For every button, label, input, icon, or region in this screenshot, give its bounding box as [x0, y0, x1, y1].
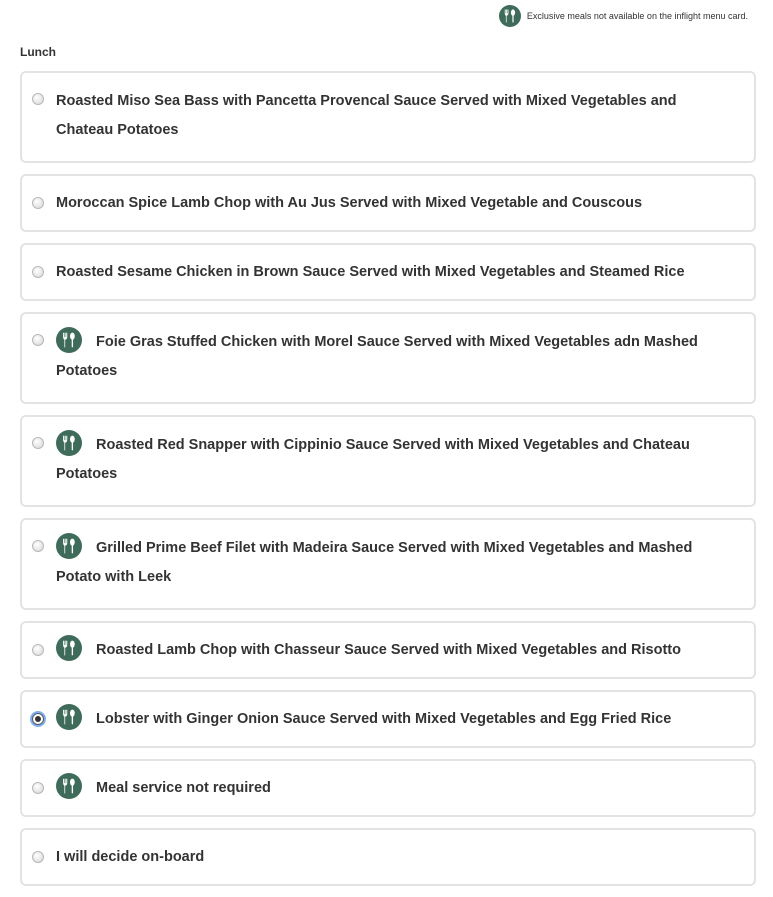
meal-radio[interactable] — [32, 437, 44, 449]
meal-radio[interactable] — [32, 93, 44, 105]
meal-option-label — [56, 189, 642, 218]
meal-option-text: Roasted Miso Sea Bass with Pancetta Provencal Sauce Served with Mixed Vegetables and Chateau Potatoes — [56, 93, 677, 138]
meal-option[interactable] — [20, 71, 756, 163]
meal-option-label — [56, 843, 204, 872]
meal-radio[interactable] — [32, 713, 44, 725]
meal-option[interactable] — [20, 312, 756, 404]
utensils-icon — [56, 773, 82, 799]
meal-option[interactable] — [20, 759, 756, 817]
meal-option[interactable] — [20, 828, 756, 886]
meal-option[interactable] — [20, 174, 756, 232]
meal-option[interactable] — [20, 690, 756, 748]
meal-option-label — [56, 258, 685, 287]
meal-option-label — [56, 87, 734, 145]
meal-option-label — [56, 534, 734, 592]
meal-option-label — [56, 328, 734, 386]
meal-radio[interactable] — [32, 851, 44, 863]
meal-option-label — [56, 774, 271, 803]
meal-radio[interactable] — [32, 197, 44, 209]
meal-option-text: Foie Gras Stuffed Chicken with Morel Sauce Served with Mixed Vegetables adn Mashed Potatoes — [56, 334, 698, 379]
meal-option-text: Grilled Prime Beef Filet with Madeira Sauce Served with Mixed Vegetables and Mashed Potato with Leek — [56, 540, 693, 585]
utensils-icon — [56, 430, 82, 456]
legend-text: Exclusive meals not available on the inflight menu card. — [526, 11, 748, 21]
meal-radio[interactable] — [32, 644, 44, 656]
meal-option[interactable] — [20, 243, 756, 301]
meal-option-label — [56, 705, 671, 734]
meal-option-text: Lobster with Ginger Onion Sauce Served with Mixed Vegetables and Egg Fried Rice — [96, 710, 672, 727]
meal-option-text: Roasted Lamb Chop with Chasseur Sauce Served with Mixed Vegetables and Risotto — [96, 641, 681, 658]
section-title: Lunch — [20, 45, 56, 59]
meal-option-text: Meal service not required — [96, 779, 271, 796]
meal-radio[interactable] — [32, 540, 44, 552]
meal-radio[interactable] — [32, 782, 44, 794]
exclusive-meals-legend — [499, 5, 748, 27]
meal-option[interactable] — [20, 415, 756, 507]
meal-option-label — [56, 431, 734, 489]
meal-option-text: Roasted Sesame Chicken in Brown Sauce Served with Mixed Vegetables and Steamed Rice — [56, 263, 685, 280]
utensils-icon — [56, 327, 82, 353]
meal-option-text: Roasted Red Snapper with Cippinio Sauce Served with Mixed Vegetables and Chateau Potatoes — [56, 437, 690, 482]
utensils-icon — [56, 635, 82, 661]
meal-option[interactable] — [20, 518, 756, 610]
meal-options-list — [20, 71, 756, 897]
meal-option-text: Moroccan Spice Lamb Chop with Au Jus Served with Mixed Vegetable and Couscous — [56, 194, 643, 211]
utensils-icon — [499, 5, 521, 27]
meal-option-label — [56, 636, 681, 665]
utensils-icon — [56, 533, 82, 559]
utensils-icon — [56, 704, 82, 730]
meal-option[interactable] — [20, 621, 756, 679]
meal-radio[interactable] — [32, 266, 44, 278]
meal-option-text: I will decide on-board — [56, 848, 205, 865]
meal-radio[interactable] — [32, 334, 44, 346]
